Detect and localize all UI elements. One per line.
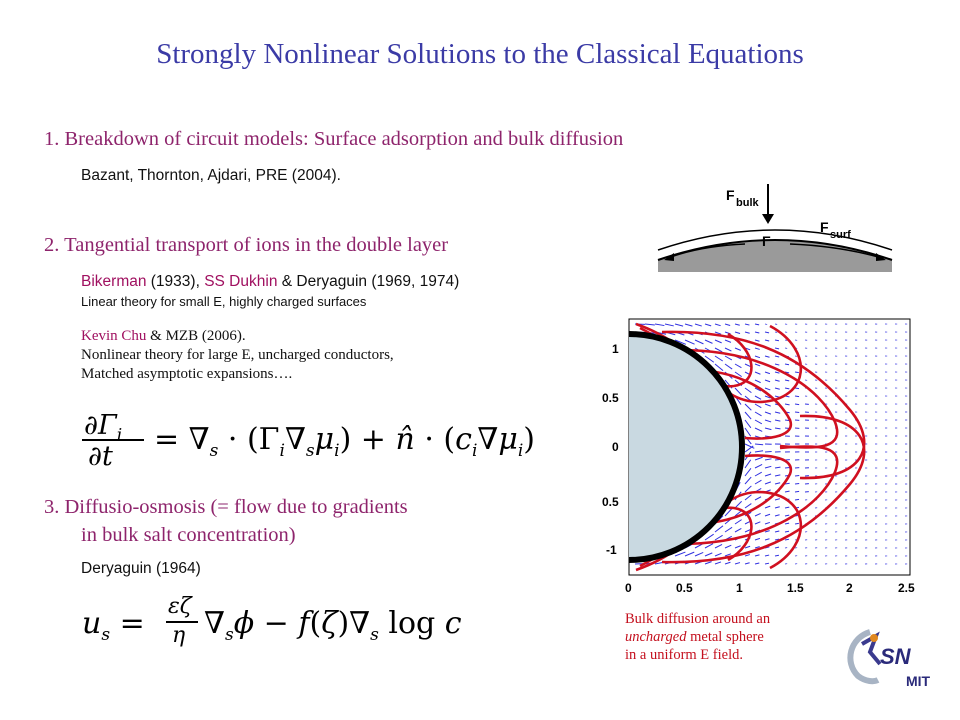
section-3-heading-line-2: in bulk salt concentration) (81, 524, 296, 546)
caption-line-1: Bulk diffusion around an (625, 611, 771, 627)
f-surf-subscript: surf (830, 229, 851, 241)
flux-arrow (795, 483, 799, 484)
ref-dukhin: SS Dukhin (204, 273, 278, 290)
chu-reference (81, 327, 394, 346)
nonlinear-line-1: Nonlinear theory for large E, uncharged conductors, (81, 347, 394, 363)
x-axis-ticks (625, 581, 915, 595)
curved-surface (658, 240, 892, 272)
f-bulk-subscript: bulk (736, 197, 759, 209)
y-tick: 0.5 (602, 495, 619, 509)
section-1-reference: Bazant, Thornton, Ajdari, PRE (2004). (81, 167, 341, 184)
flux-arrow (795, 372, 799, 373)
y-tick: 0 (612, 440, 619, 454)
flux-arrow (795, 388, 799, 389)
chu-rest: & MZB (2006). (146, 328, 246, 344)
nonlinear-theory-block (81, 327, 394, 384)
y-axis-ticks (602, 342, 619, 557)
ref-bikerman: Bikerman (81, 273, 147, 290)
flux-arrow (795, 412, 799, 413)
bulk-flux-arrowhead (762, 214, 774, 224)
flux-arrow (795, 396, 799, 397)
ref-bikerman-year: (1933), (146, 273, 205, 290)
y-tick: 0.5 (602, 391, 619, 405)
x-tick: 2 (846, 581, 853, 595)
linear-theory-note: Linear theory for small E, highly charged surfaces (81, 294, 367, 309)
x-tick: 0.5 (676, 581, 693, 595)
f-bulk-label: F (726, 187, 735, 203)
surface-conservation-equation: $\partial\Gamma_i$ ∂t = $\nabla_s \cdot (\Gamma_i\nabla_s\mu_i)$ + n̂ · $(c_i\nabla\mu_i)$ (84, 410, 535, 472)
x-tick: 1 (736, 581, 743, 595)
slide-title: Strongly Nonlinear Solutions to the Classical Equations (156, 38, 804, 70)
bulk-diffusion-plot (600, 310, 920, 600)
y-tick: 1 (612, 342, 619, 356)
f-surf-label: F (820, 219, 829, 235)
flux-arrow (795, 523, 799, 524)
section-2-heading: 2. Tangential transport of ions in the double layer (44, 234, 449, 256)
x-tick: 2.5 (898, 581, 915, 595)
mit-logo-text: MIT (906, 673, 931, 689)
y-tick: -1 (606, 543, 617, 557)
flux-arrow (785, 467, 790, 468)
caption-line-3: in a uniform E field. (625, 647, 743, 663)
caption-italic: uncharged (625, 629, 687, 645)
chu-name: Kevin Chu (81, 328, 147, 344)
section-1-heading: 1. Breakdown of circuit models: Surface adsorption and bulk diffusion (44, 128, 624, 150)
caption-line-2 (625, 628, 770, 646)
section-3-heading-line-1: 3. Diffusio-osmosis (= flow due to gradients (44, 496, 408, 518)
nonlinear-line-2: Matched asymptotic expansions…. (81, 366, 293, 382)
caption-line-2-rest: metal sphere (686, 629, 764, 645)
x-tick: 0 (625, 581, 632, 595)
plot-caption (625, 610, 770, 664)
flux-arrow (795, 499, 799, 500)
x-tick: 1.5 (787, 581, 804, 595)
flux-arrow (795, 491, 799, 492)
gamma-label: Γ (762, 233, 771, 249)
isn-mit-logo (840, 624, 940, 694)
section-2-reference (81, 273, 459, 291)
surface-flux-diagram (650, 180, 900, 280)
flux-arrow (795, 404, 799, 405)
ref-deryaguin: & Deryaguin (1969, 1974) (277, 273, 460, 290)
logo-dot (870, 634, 878, 642)
logo-text: SN (880, 644, 911, 669)
section-3-reference: Deryaguin (1964) (81, 560, 201, 577)
flux-arrow (785, 539, 789, 540)
slip-velocity-equation: $u_s$ = εζ η $\nabla_s\phi - f(\zeta)\nabla_s$ log c (82, 594, 462, 648)
